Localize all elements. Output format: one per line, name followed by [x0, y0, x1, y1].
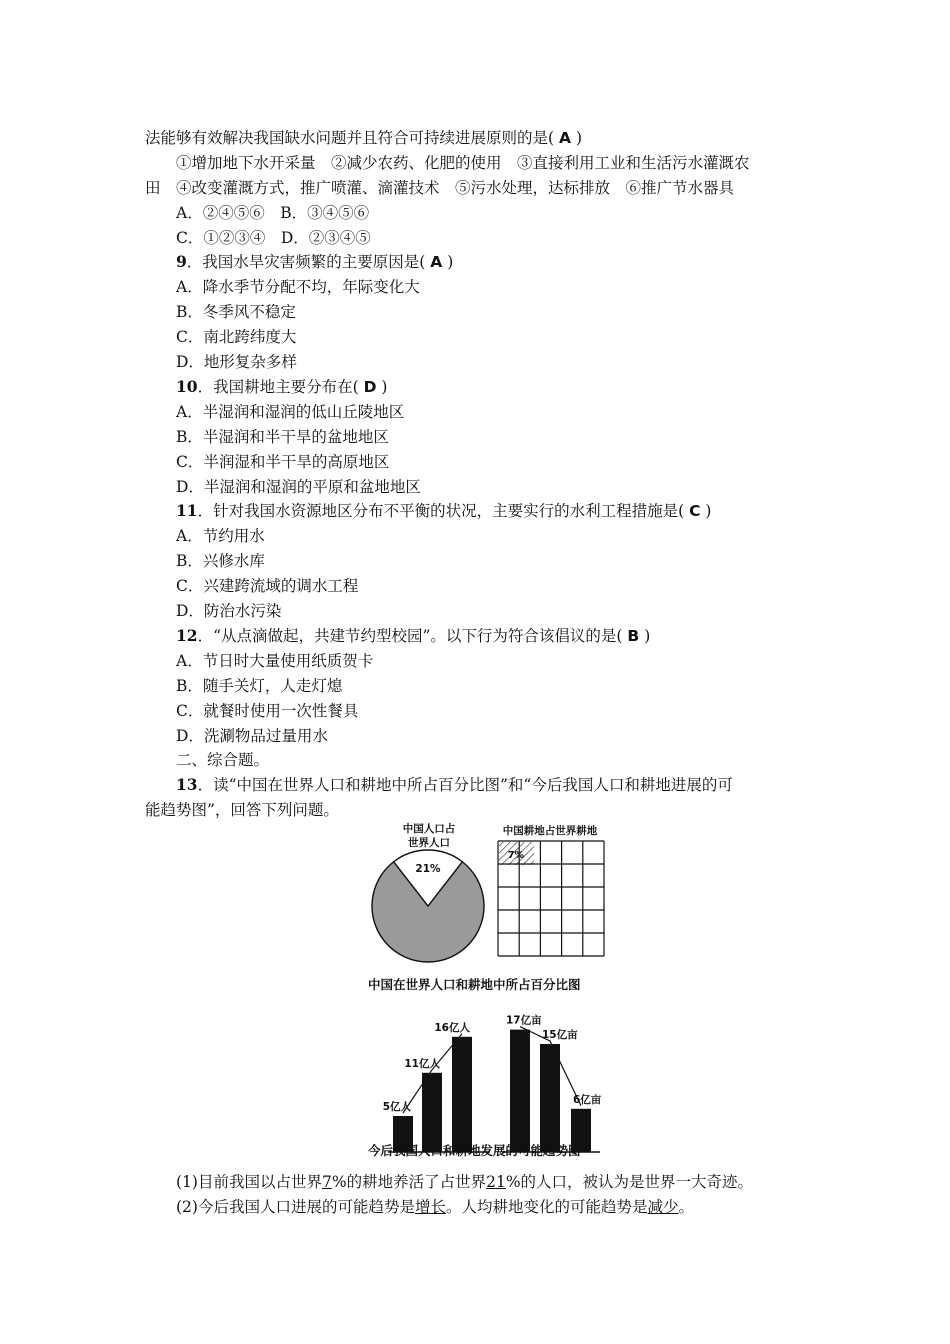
- q12-stem: 12．“从点滴做起，共建节约型校园”。以下行为符合该倡议的是( B ): [176, 626, 651, 645]
- q9-stem: 9．我国水旱灾害频繁的主要原因是( A ): [176, 252, 454, 271]
- q13-answer-2-value-2: 减少: [647, 1198, 679, 1216]
- q11-option-a: A．节约用水: [176, 527, 265, 545]
- grid-label: 7%: [507, 850, 525, 861]
- q10-option-c: C．半润湿和半干旱的高原地区: [176, 453, 390, 471]
- q11-answer: C: [689, 502, 701, 520]
- q13-answer-2-value-1: 增长: [414, 1198, 446, 1216]
- section-2-heading: 二、综合题。: [176, 751, 270, 769]
- q9-option-c: C．南北跨纬度大: [176, 328, 297, 346]
- q13-stem-line-2: 能趋势图”，回答下列问题。: [145, 801, 339, 819]
- land-bar-2: [540, 1044, 560, 1152]
- pie-title-2: 世界人口: [408, 837, 450, 849]
- q13-answer-2: (2)今后我国人口进展的可能趋势是增长。人均耕地变化的可能趋势是减少。: [176, 1198, 695, 1216]
- q12-option-c: C．就餐时使用一次性餐具: [176, 702, 359, 720]
- q10-answer: D: [363, 378, 377, 396]
- q10-option-d: D．半湿润和湿润的平原和盆地地区: [176, 478, 421, 496]
- q9-option-b: B．冬季风不稳定: [176, 303, 296, 321]
- land-bar-1: [510, 1030, 530, 1152]
- land-label-2: 15亿亩: [542, 1029, 578, 1041]
- q13-answer-1-value-1: 7: [321, 1173, 332, 1191]
- land-label-1: 17亿亩: [506, 1014, 542, 1027]
- land-label-3: 6亿亩: [573, 1093, 602, 1106]
- q10-option-b: B．半湿润和半干旱的盆地地区: [176, 428, 389, 446]
- pop-label-2: 11亿人: [404, 1057, 440, 1070]
- q8-choice-ab: A．②④⑤⑥ B．③④⑤⑥: [176, 204, 370, 222]
- grid-title: 中国耕地占世界耕地: [502, 825, 598, 837]
- q12-option-a: A．节日时大量使用纸质贺卡: [176, 652, 374, 670]
- q13-stem-line-1: 13．读“中国在世界人口和耕地中所占百分比图”和“今后我国人口和耕地进展的可: [176, 775, 733, 794]
- q13-answer-1-value-2: 21: [486, 1173, 506, 1191]
- q9-answer: A: [430, 253, 443, 271]
- q11-stem: 11．针对我国水资源地区分布不平衡的状况，主要实行的水利工程措施是( C ): [176, 501, 712, 520]
- q9-option-a: A．降水季节分配不均，年际变化大: [176, 278, 420, 296]
- q11-option-c: C．兴建跨流域的调水工程: [176, 577, 359, 595]
- pop-label-1: 5亿人: [382, 1101, 411, 1113]
- q13-figure: [360, 815, 630, 1165]
- q8-options-line-2: 田 ④改变灌溉方式，推广喷灌、滴灌技术 ⑤污水处理，达标排放 ⑥推广节水器具: [145, 179, 735, 197]
- caption-bottom: 今后我国人口和耕地发展的可能趋势图: [368, 1143, 581, 1158]
- q10-option-a: A．半湿润和湿润的低山丘陵地区: [176, 403, 405, 421]
- q8-answer: A: [559, 129, 571, 147]
- q8-options-line-1: ①增加地下水开采量 ②减少农药、化肥的使用 ③直接利用工业和生活污水灌溉农: [176, 154, 750, 172]
- q13-answer-1: (1)目前我国以占世界7%的耕地养活了占世界21%的人口，被认为是世界一大奇迹。: [176, 1173, 754, 1191]
- q8-stem-line: 法能够有效解决我国缺水问题并且符合可持续进展原则的是( A ): [145, 129, 582, 147]
- q12-answer: B: [627, 627, 640, 645]
- pop-label-3: 16亿人: [434, 1021, 470, 1034]
- caption-top: 中国在世界人口和耕地中所占百分比图: [368, 977, 581, 992]
- q11-option-d: D．防治水污染: [176, 602, 282, 620]
- q8-choice-cd: C．①②③④ D．②③④⑤: [176, 229, 371, 247]
- pie-label: 21%: [415, 863, 441, 875]
- pop-bar-3: [452, 1037, 472, 1152]
- q11-option-b: B．兴修水库: [176, 552, 265, 570]
- q12-option-d: D．洗涮物品过量用水: [176, 727, 328, 745]
- pie-title-1: 中国人口占: [402, 823, 456, 835]
- q10-stem: 10．我国耕地主要分布在( D ): [176, 377, 388, 396]
- q12-option-b: B．随手关灯，人走灯熄: [176, 677, 343, 695]
- q9-option-d: D．地形复杂多样: [176, 353, 297, 371]
